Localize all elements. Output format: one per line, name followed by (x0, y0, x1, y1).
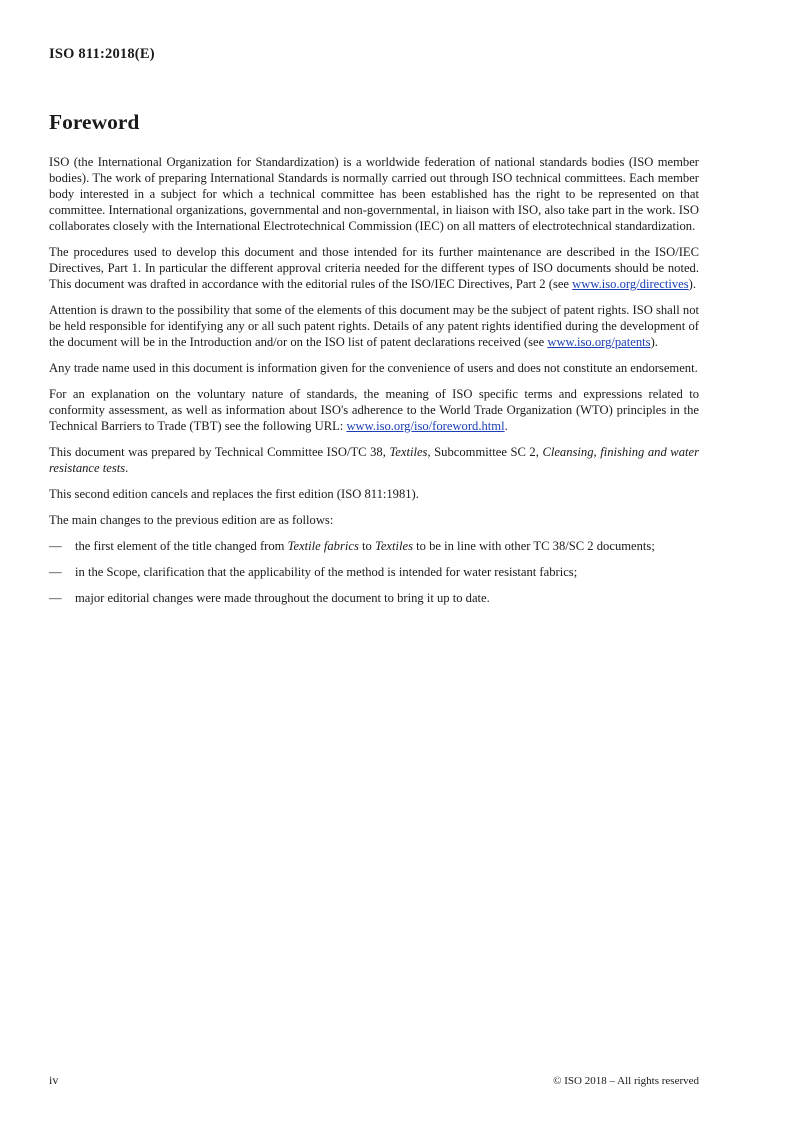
new-title-term: Textiles (374, 539, 413, 553)
paragraph-iso-intro: ISO (the International Organization for Standardization) is a worldwide federation of national standards bodies (ISO member bodies). The work of preparing International Standards is normally carried out through ISO technical committees. Each member body interested in a subject for which a technical committee has been established has the right to be represented on that committee. International organizations, governmental and non-governmental, in liaison with ISO, also take part in the work. ISO collaborates closely with the International Electrotechnical Commission (IEC) on all matters of electrotechnical standardization. (49, 155, 699, 233)
paragraph-procedures (49, 244, 699, 292)
paragraph-changes-intro: The main changes to the previous edition are as follows: (49, 513, 334, 527)
paragraph-committee (49, 444, 699, 476)
list-item-text: major editorial changes were made throughout the document to bring it up to date. (75, 591, 490, 605)
foreword-body (49, 154, 699, 616)
document-id: ISO 811:2018(E) (49, 46, 155, 62)
page-footer (49, 1073, 699, 1088)
paragraph-voluntary-nature (49, 386, 699, 434)
paragraph-trade-name: Any trade name used in this document is information given for the convenience of users and does not constitute an endorsement. (49, 361, 698, 375)
paragraph-text: For an explanation on the voluntary nature of standards, the meaning of ISO specific terms and expressions related to conformity assessment, as well as information about ISO's adherence to the World Trade Organization (WTO) principles in the Technical Barriers to Trade (TBT) see the following URL: (49, 387, 699, 433)
paragraph-text: , Subcommittee SC 2, (427, 445, 543, 459)
directives-link[interactable]: www.iso.org/directives (572, 277, 689, 291)
list-dash: — (49, 539, 62, 553)
paragraph-text: . (504, 419, 508, 433)
changes-list (49, 538, 699, 606)
old-title-term: Textile fabrics (287, 539, 359, 553)
list-item (49, 538, 699, 554)
page-title: Foreword (49, 110, 140, 134)
foreword-link[interactable]: www.iso.org/iso/foreword.html (346, 419, 505, 433)
list-text: to (358, 539, 375, 553)
paragraph-text: This document was prepared by Technical Committee ISO/TC 38, (49, 445, 390, 459)
list-dash: — (49, 565, 62, 579)
list-item-text (75, 538, 699, 554)
paragraph-text: ). (688, 277, 696, 291)
paragraph-text: . (125, 461, 129, 475)
list-item (49, 590, 699, 606)
list-item (49, 564, 699, 580)
copyright-notice: © ISO 2018 – All rights reserved (553, 1075, 699, 1087)
patents-link[interactable]: www.iso.org/patents (547, 335, 651, 349)
committee-name: Textiles (389, 445, 428, 459)
paragraph-text: ). (650, 335, 658, 349)
list-dash: — (49, 591, 62, 605)
paragraph-patents (49, 302, 699, 350)
page-number: iv (49, 1073, 59, 1087)
paragraph-text: Attention is drawn to the possibility that some of the elements of this document may be the subject of patent rights. ISO shall not be held responsible for identifying any or all such patent rights. Details of any patent rights identified during the development of the document will be in the Introduction and/or on the ISO list of patent declarations received (see (49, 303, 699, 349)
paragraph-edition: This second edition cancels and replaces the first edition (ISO 811:1981). (49, 487, 419, 501)
list-item-text: in the Scope, clarification that the applicability of the method is intended for water resistant fabrics; (75, 565, 578, 579)
list-text: to be in line with other TC 38/SC 2 documents; (412, 539, 655, 553)
subcommittee-name: Cleansing, finishing and water resistance tests (49, 445, 699, 475)
list-text: the first element of the title changed from (75, 539, 288, 553)
paragraph-text: The procedures used to develop this document and those intended for its further maintenance are described in the ISO/IEC Directives, Part 1. In particular the different approval criteria needed for the different types of ISO documents should be noted. This document was drafted in accordance with the editorial rules of the ISO/IEC Directives, Part 2 (see (49, 245, 699, 291)
